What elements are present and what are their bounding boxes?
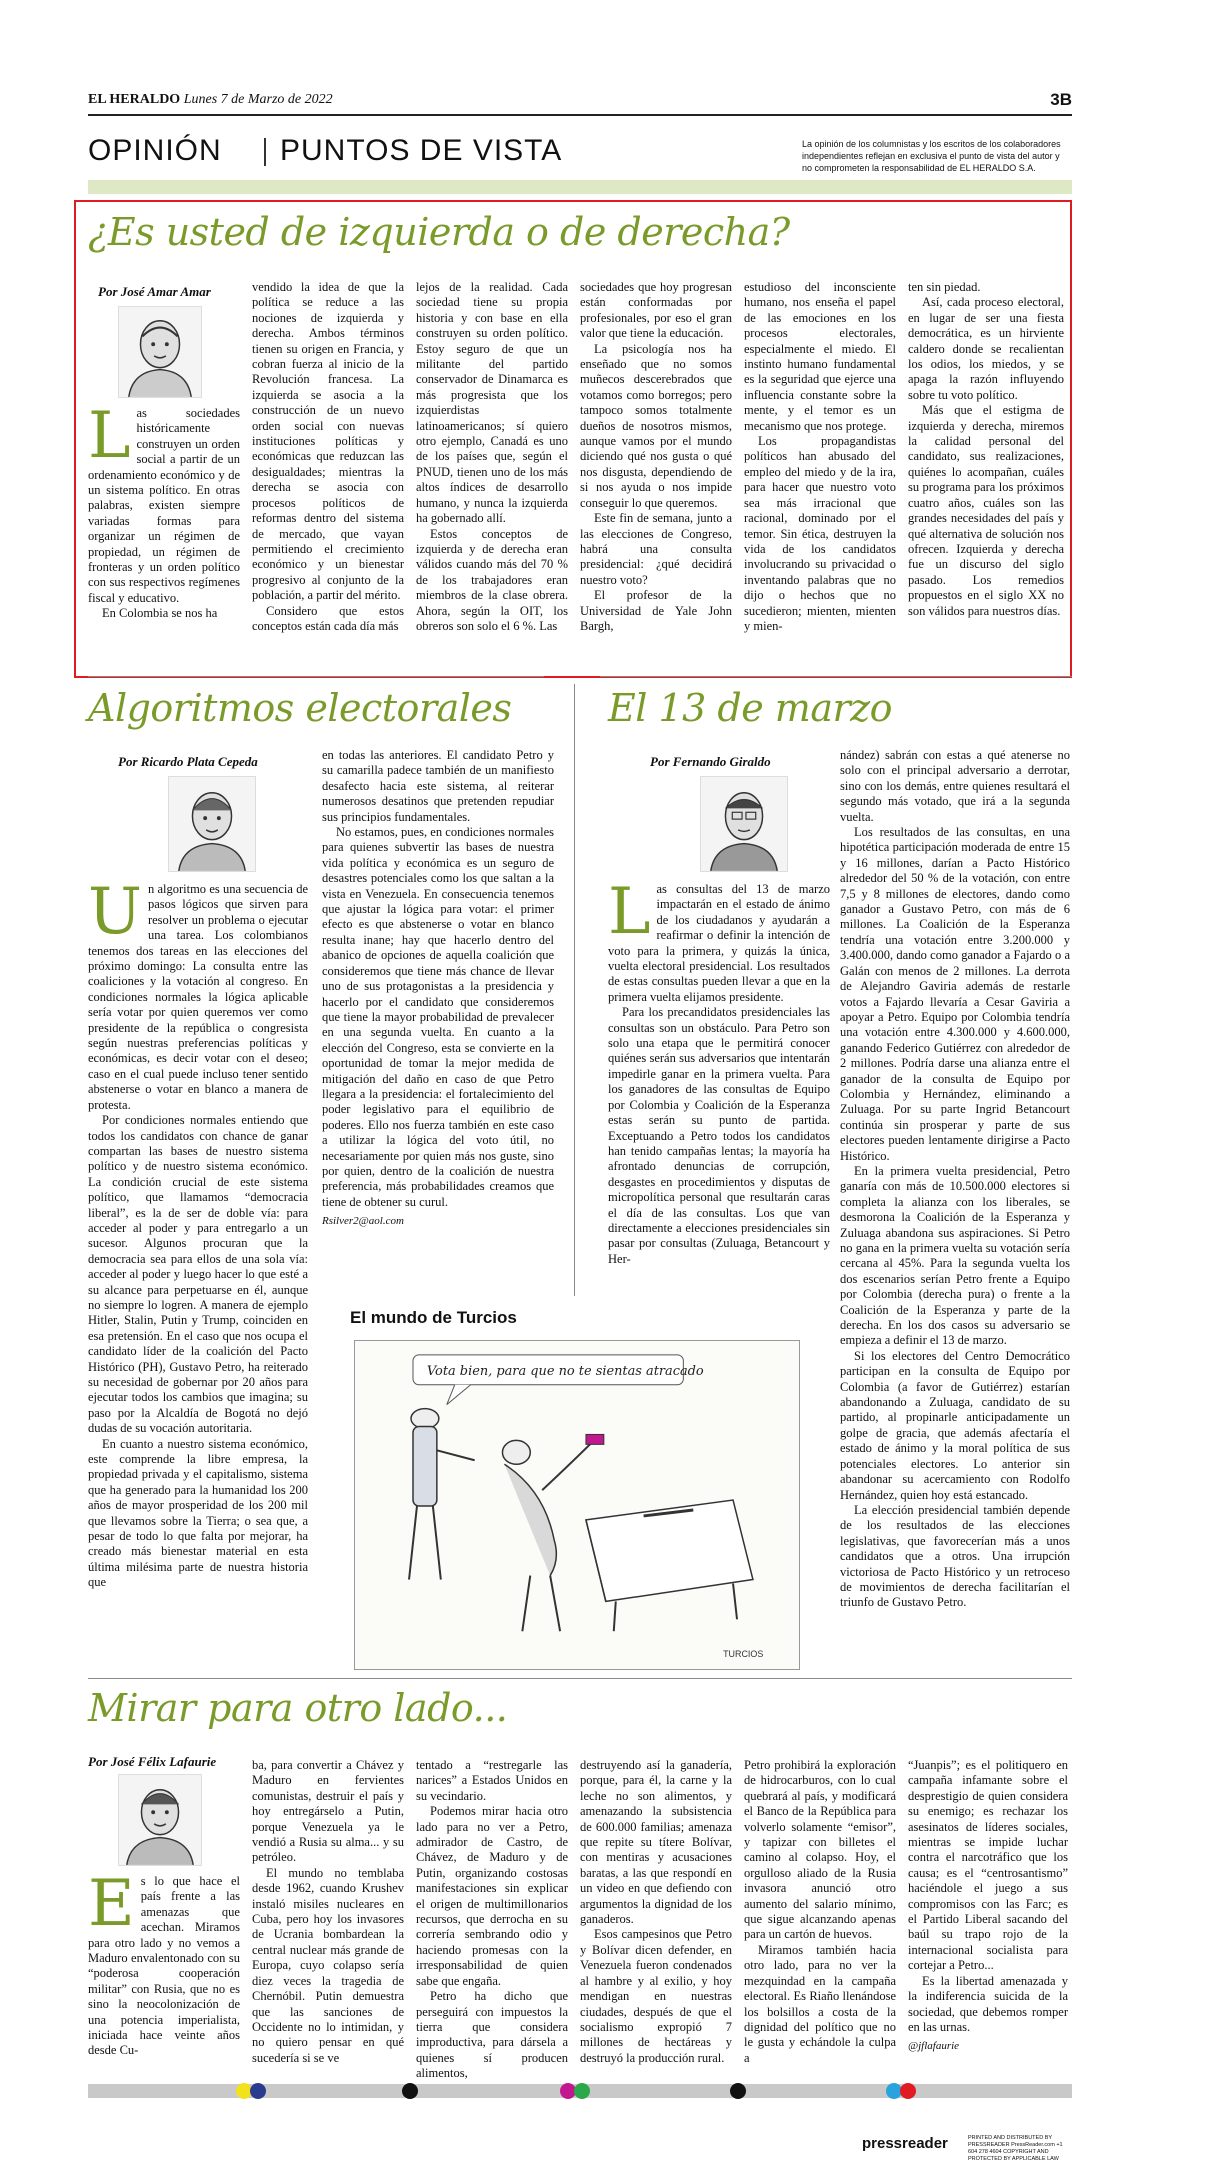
paragraph: n algoritmo es una secuencia de pasos lógicos que sirven para resolver un problema o ejecutar una tarea. Los colombianos tenemos dos tareas en las elecciones del próximo domingo: La consulta entre las coaliciones y la votación al congreso. En condiciones normales la lógica aplicable sería votar por quien queremos ver como presidente de la república o congresista según nuestras preferencias políticas y económicas, es decir votar con el deseo; caso en el cual puede incluso tener sentido abstenerse o votar en blanco a manera de protesta. xyxy=(88,882,308,1112)
drop-cap: U xyxy=(88,875,142,949)
article-column-2 xyxy=(252,1758,404,2072)
author-email: Rsilver2@aol.com xyxy=(322,1215,404,1228)
article-column-4 xyxy=(580,1758,732,2072)
article-column-2 xyxy=(840,748,1070,1688)
cartoon-title: El mundo de Turcios xyxy=(350,1308,517,1327)
author-portrait xyxy=(700,776,788,872)
article-byline: Por José Félix Lafaurie xyxy=(88,1754,217,1769)
paragraph: En cuanto a nuestro sistema económico, este comprende la libre empresa, la propiedad privada y el capitalismo, sistema que ha generado para la humanidad los 200 años de mayor prosperidad de los 200 mil que llevamos sobre la Tierra; o sea que, a pesar de todo lo que falta por mejorar, ha creado más bienestar material en esta última milésima parte de nuestra historia que xyxy=(88,1436,308,1590)
paragraph: Si los electores del Centro Democrático participan en la consulta de Equipo por Colombia (a favor de Gutiérrez) estarían abandonando a Zuluaga, candidato de su partido, al propinarle anticipadamente un golpe de gracia, que además afectaría el estado de ánimo y la moral política de sus potenciales electores. Lo anterior sin abandonar su acercamiento con Rodolfo Hernández, quien hoy está estancado. xyxy=(840,1348,1070,1502)
paragraph: Los resultados de las consultas, en una hipotética participación moderada de entre 15 y 16 millones, darían a Pacto Histórico alrededor del 50 % de la votación, con entre 7,5 y 8 millones de electores, dando como ganador a Gustavo Petro, con más de 6 millones. La Coalición de la Esperanza tendría una votación entre 3.200.000 y 3.400.000, dando como ganador a Fajardo o a Galán con menos de 2 millones. La derrota de Alejandro Gaviria además de restarle votos a Fajardo llevaría a Cesar Gaviria a apoyar a Petro. Equipo por Colombia tendría una votación entre 4.300.000 y 4.600.000, ganando Federico Gutiérrez con alrededor de 2 millones. Podría darse una alianza entre el ganador de la consulta de Equipo por Colombia y Hernández, eliminando a Zuluaga. Por su parte Ingrid Betancourt continúa sin prosperar y parte de sus electores pueden lentamente dirigirse a Pacto Histórico. xyxy=(840,825,1070,1163)
registration-dot xyxy=(402,2083,418,2099)
paragraph: Así, cada proceso electoral, en lugar de ser una fiesta democrática, es un hirviente caldero donde se recalientan los odios, los miedos, y se apaga la razón influyendo sobre tu voto político. xyxy=(908,295,1064,402)
article-column-5 xyxy=(744,1758,896,2072)
column-divider xyxy=(574,684,575,1296)
cartoon-image xyxy=(354,1340,800,1670)
section-disclaimer: La opinión de los columnistas y los escritos de los colaboradores independientes reflejan en exclusiva el punto de vista del autor y no comprometen la responsabilidad de EL HERALDO S.A. xyxy=(802,139,1061,173)
drop-cap: L xyxy=(608,875,651,949)
section-subtitle: PUNTOS DE VISTA xyxy=(280,134,563,167)
article-byline: Por Ricardo Plata Cepeda xyxy=(118,754,258,769)
paragraph: Este fin de semana, junto a las elecciones de Congreso, habrá una consulta presidencial: ¿qué decidirá nuestro voto? xyxy=(580,511,732,587)
paragraph: Podemos mirar hacia otro lado para no ver a Petro, admirador de Castro, de Chávez, de Maduro y de Putin, organizando costosas manifestaciones sin explicar el origen de multimillonarios recursos, que derrocha en su correría sembrando odio y haciendo promesas con la irresponsabilidad de quien sabe que engaña. xyxy=(416,1804,568,1988)
drop-cap: L xyxy=(88,399,131,473)
article-column-5 xyxy=(744,280,896,670)
registration-dot xyxy=(574,2083,590,2099)
pressreader-logo: pressreader xyxy=(862,2135,948,2152)
paragraph: El profesor de la Universidad de Yale John Bargh, xyxy=(580,588,732,633)
masthead xyxy=(88,88,1072,112)
article-column-6 xyxy=(908,1758,1068,2072)
author-portrait xyxy=(118,306,202,398)
paragraph: Por condiciones normales entiendo que todos los candidatos con chance de ganar compartan las bases de nuestro sistema político y de nuestro sistema económico. La condición crucial de este sistema político, que llamamos “democracia liberal”, es la de ser de doble vía: para acceder al poder y para entregarlo a un sucesor. Algunos procuran que la democracia sea para ellos de una sola vía: acceder al poder y luego hacer lo que esté a su alcance para perpetuarse en él, aunque no siempre lo logren. A manera de ejemplo Hitler, Stalin, Putin y Trump, coinciden en esa pretensión. En el caso que nos ocupa el candidato líder de la coalición del Pacto Histórico (PH), Gustavo Petro, ha reiterado su necesidad de gobernar por 20 años para ejecutar todos los cambios que imagina; su paso por la Alcaldía de Bogotá no dejó dudas de su vocación autoritaria. xyxy=(88,1113,308,1436)
registration-dot xyxy=(900,2083,916,2099)
article-mirar-otro-lado xyxy=(88,1686,1072,2081)
article-byline: Por Fernando Giraldo xyxy=(650,754,771,769)
paragraph: Petro prohibirá la exploración de hidrocarburos, con lo cual quebrará al país, y modificará el Banco de la República para volverlo solamente “emisor”, y tapizar con billetes el camino al colapso. Hoy, el orgulloso aliado de la Rusia invasora anunció otro aumento del salario mínimo, que sigue alcanzando apenas para un cartón de huevos. xyxy=(744,1758,896,1942)
section-title: OPINIÓN xyxy=(88,134,222,167)
paragraph: s lo que hace el país frente a las amenazas que acechan. Miramos para otro lado y no vemos a Maduro envalentonado con su “poderosa cooperación militar” con Rusia, que no es sino la neocolonización de una potencia imperialista, iniciada hace veinte años desde Cu- xyxy=(88,1874,240,2058)
paragraph: vendido la idea de que la política se reduce a las nociones de izquierda y derecha. Ambos términos tienen su origen en Francia, y cobran fuerza al inicio de la Revolución francesa. La izquierda se asocia a la construcción de un nuevo orden social con nuevas instituciones políticas y económicas que reduzcan las desigualdades; mientras la derecha se asocia con procesos políticos de reformas dentro del sistema de mercado, que vayan permitiendo el crecimiento económico y un bienestar progresivo al conjunto de la población, a partir del mérito. xyxy=(252,280,404,603)
paragraph: ba, para convertir a Chávez y Maduro en fervientes comunistas, destruir el país y hoy entregárselo a Putin, porque Venezuela ya le vendió a Rusia su alma... y su petróleo. xyxy=(252,1758,404,1865)
article-column-2 xyxy=(252,280,404,670)
page-number: 3B xyxy=(1050,90,1072,109)
divider xyxy=(88,676,544,677)
drop-cap: E xyxy=(88,1867,135,1941)
paragraph: La elección presidencial también depende de los resultados de las elecciones legislativas, que favorecerían más a unos candidatos que a otros. Una irrupción victoriosa de Pacto Histórico y un retroceso de movimientos de derecha facilitarían el triunfo de Gustavo Petro. xyxy=(840,1502,1070,1610)
section-divider xyxy=(264,138,266,166)
article-byline: Por José Amar Amar xyxy=(98,284,211,299)
article-column-2 xyxy=(322,748,554,1308)
paragraph: Para los precandidatos presidenciales las consultas son un obstáculo. Para Petro son solo una etapa que le permitirá conocer quiénes serán sus adversarios que intentarán impedirle ganar en la primera vuelta. Para los ganadores de las consultas de Equipo por Colombia y Coalición de la Esperanza estas serán su punto de partida. Exceptuando a Petro todos los candidatos han tenido campañas lentas; la mayoría ha afrontado denuncias de corrupción, desgastes en procedimientos y disputas de micropolítica personal que resultarán caras el día de las consultas. Los que van directamente a elecciones presidenciales sin pasar por consultas (Zuluaga, Betancourt y Her- xyxy=(608,1005,830,1266)
paragraph: Petro ha dicho que perseguirá con impuestos la tierra que considera improductiva, para dársela a quienes sí producen alimentos, xyxy=(416,1989,568,2081)
paragraph: destruyendo así la ganadería, porque, para él, la carne y la leche no son alimentos, y amenazando la subsistencia de 600.000 familias; amenaza que repite su títere Bolívar, con mentiras y acusaciones baratas, a las que respondí en un video en que defiendo con argumentos la dignidad de los ganaderos. xyxy=(580,1758,732,1927)
paragraph: ten sin piedad. xyxy=(908,280,981,294)
article-headline: El 13 de marzo xyxy=(608,686,893,730)
paragraph: as consultas del 13 de marzo impactarán en el estado de ánimo de los ciudadanos y ayudarán a reafirmar o definir la intención de voto para la primera, y quizás la única, vuelta electoral presidencial. Los resultados de estas consultas pueden llevar a que en la primera vuelta elijamos presidente. xyxy=(608,882,830,1004)
author-portrait xyxy=(118,1774,202,1866)
section-header xyxy=(88,128,1072,174)
paragraph: as sociedades históricamente construyen un orden social a partir de un ordenamiento económico y de un sistema político. En otras palabras, existen siempre variadas formas para organizar un régimen de propiedad, un régimen de fronteras y un orden político con sus respectivos regímenes fiscal y educativo. xyxy=(88,406,240,605)
cartoon-caption: Vota bien, para que no te sientas atracado xyxy=(426,1363,704,1379)
paragraph: lejos de la realidad. Cada sociedad tiene su propia historia y con base en ella construyen su orden político. Estoy seguro de que un militante del partido conservador de Dinamarca es más progresista que los izquierdistas latinoamericanos; sí quiero otro ejemplo, Canadá es uno de los países que, según el PNUD, tienen uno de los más altos índices de desarrollo humano, y nunca la izquierda ha gobernado allí. xyxy=(416,280,568,526)
paper-name: EL HERALDO Lunes 7 de Marzo de 2022 xyxy=(88,92,333,107)
cartoon-signature: TURCIOS xyxy=(723,1649,764,1660)
paragraph: sociedades que hoy progresan están conformadas por profesionales, por eso el gran valor que tiene la educación. xyxy=(580,280,732,341)
paragraph: Más que el estigma de izquierda y derecha, miremos la calidad personal del candidato, sus realizaciones, quiénes lo acompañan, cuáles su programa para los próximos cuatro años, cuáles son las grandes necesidades del país y qué alternativa de solución nos ofrecen. Izquierda y derecha fue un discurso del siglo pasado. Los remedios propuestos en el siglo XX no son válidos para nuestros días. xyxy=(908,403,1064,618)
paragraph: En la primera vuelta presidencial, Petro ganaría con más de 10.500.000 electores si completa la alianza con los liberales, se desmorona la Coalición de la Esperanza y Zuluaga abandona sus aspiraciones. Si Petro no gana en la primera vuelta su votación sería cercana al 45%. Para la segunda vuelta los dos escenarios serían Petro frente a Equipo por Colombia (derecha pura) o frente a la Coalición de la Esperanza y parte de la derecha. En los dos casos su adversario se empieza a definir el 13 de marzo. xyxy=(840,1163,1070,1348)
paragraph: Considero que estos conceptos están cada día más xyxy=(252,603,404,633)
paragraph: tentado a “restregarle las narices” a Estados Unidos en su vecindario. xyxy=(416,1758,568,1803)
article-column-3 xyxy=(416,280,568,670)
divider xyxy=(600,676,1072,677)
article-headline: Mirar para otro lado... xyxy=(88,1686,508,1730)
author-portrait xyxy=(168,776,256,872)
paragraph: En Colombia se nos ha xyxy=(102,606,218,621)
paragraph: No estamos, pues, en condiciones normales para quienes subvertir las bases de nuestra vida política y económica es un seguro de desastres potenciales como los que saltan a la vista en Venezuela. En consecuencia tenemos que ajustar la lógica para votar: el primer efecto es que abstenerse o votar en blanco resulta inane; hay que hacerlo dentro del abanico de opciones de aquella coalición que consideremos que tiene más chance de llevar uno de sus protagonistas a la presidencia y hacerlo por el candidato que consideremos que tiene la mayor probabilidad de prevalecer en una segunda vuelta. En cuanto a la elección del Congreso, esta se convierte en la oportunidad de tomar la mejor medida de mitigación del daño en caso de que Petro llegara a la presidencia: el fortalecimiento del poder legislativo para el equilibrio de poderes. Ello nos fuerza también en este caso a utilizar la lógica del voto útil, no necesariamente por quien más nos guste, sino por quien, dentro de la coalición de nuestra preferencia, más probabilidades creamos que tiene de obtener su curul. xyxy=(322,825,554,1209)
article-headline: Algoritmos electorales xyxy=(88,686,512,730)
pressreader-badge xyxy=(862,2133,1072,2162)
registration-dot xyxy=(250,2083,266,2099)
article-column-1 xyxy=(608,875,830,1322)
author-handle: @jflafaurie xyxy=(908,2040,960,2053)
article-column-1 xyxy=(88,875,308,1634)
article-column-1 xyxy=(88,1867,240,2070)
paragraph: nández) sabrán con estas a qué atenerse no solo con el principal adversario a derrotar, sino con los demás, entre quienes resultará el segundo más votado, que irá a la segunda vuelta. xyxy=(840,748,1070,824)
paragraph: Los propagandistas políticos han abusado del empleo del miedo y de la ira, para hacer que nuestro voto sea más irracional que racional, dominado por el temor. Sin ética, destruyen la vida de los candidatos involucrando su privacidad o inventando palabras que no dijo o hechos que no sucedieron; mienten, mienten y mien- xyxy=(744,434,896,633)
paragraph: Estos conceptos de izquierda y de derecha eran válidos cuando más del 70 % de los trabajadores eran miembros de la clase obrera. Ahora, según la OIT, los obreros son solo el 6 %. Las xyxy=(416,526,568,633)
article-column-6 xyxy=(908,280,1064,670)
article-column-1 xyxy=(88,399,240,668)
issue-date: Lunes 7 de Marzo de 2022 xyxy=(183,92,333,107)
masthead-rule xyxy=(88,114,1072,116)
article-headline: ¿Es usted de izquierda o de derecha? xyxy=(88,210,790,254)
article-column-4 xyxy=(580,280,732,670)
article-column-3 xyxy=(416,1758,568,2081)
pressreader-fine-print: PRINTED AND DISTRIBUTED BY PRESSREADER PressReader.com +1 604 278 4604 COPYRIGHT AND PROTECTED BY APPLICABLE LAW xyxy=(968,2135,1063,2162)
registration-dot xyxy=(730,2083,746,2099)
article-izquierda-derecha xyxy=(88,206,1068,676)
divider xyxy=(88,1678,1072,1679)
paragraph: La psicología nos ha enseñado que no somos muñecos descerebrados que votamos como borregos; pero tampoco somos totalmente dueños de nosotros mismos, aunque vamos por el mundo diciendo qué nos gusta o qué nos disgusta, dependiendo de si nos ayuda o nos impide conseguir lo que queremos. xyxy=(580,341,732,510)
paragraph: en todas las anteriores. El candidato Petro y su camarilla padece también de un manifiesto desafecto hacia este sistema, al reiterar numerosos desatinos que pretenden repudiar sus principios fundamentales. xyxy=(322,748,554,824)
paragraph: Miramos también hacia otro lado, para no ver la mezquindad en la campaña electoral. Es Riaño llenándose los bolsillos a costa de la dignidad del político que no le gusta y echándole la culpa a xyxy=(744,1942,896,2065)
paragraph: “Juanpis”; es el politiquero en campaña infamante sobre el desprestigio de quien considera su enemigo; es rechazar los asesinatos de líderes sociales, mientras se impide luchar contra el narcotráfico que los causa; es el “centrosantismo” haciéndole el juego a sus compromisos con las Farc; es el Partido Liberal sacando del baúl su trapo rojo de la internacional socialista para cortejar a Petro... xyxy=(908,1758,1068,1973)
section-color-bar xyxy=(88,180,1072,194)
paragraph: El mundo no temblaba desde 1962, cuando Krushev instaló misiles nucleares en Cuba, pero hoy los invasores de Ucrania bombardean la central nuclear más grande de Europa, cuyo colapso sería diez veces la tragedia de Chernóbil. Putin demuestra que las sanciones de Occidente no lo intimidan, y no quiero pensar en qué sucedería si se ve xyxy=(252,1865,404,2065)
paragraph: Es la libertad amenazada y la indiferencia suicida de la sociedad, que debemos romper en las urnas. xyxy=(908,1973,1068,2034)
paragraph: estudioso del inconsciente humano, nos enseña el papel de las emociones en los procesos electorales, especialmente el miedo. El instinto humano fundamental es la seguridad que ejerce una influencia constante sobre la mente, y el temor es un mecanismo que nos protege. xyxy=(744,280,896,433)
paragraph: Esos campesinos que Petro y Bolívar dicen defender, en Venezuela fueron condenados al hambre y al exilio, y hoy mendigan en nuestras ciudades, después de que el socialismo expropió 7 millones de hectáreas y destruyó la producción rural. xyxy=(580,1927,732,2065)
